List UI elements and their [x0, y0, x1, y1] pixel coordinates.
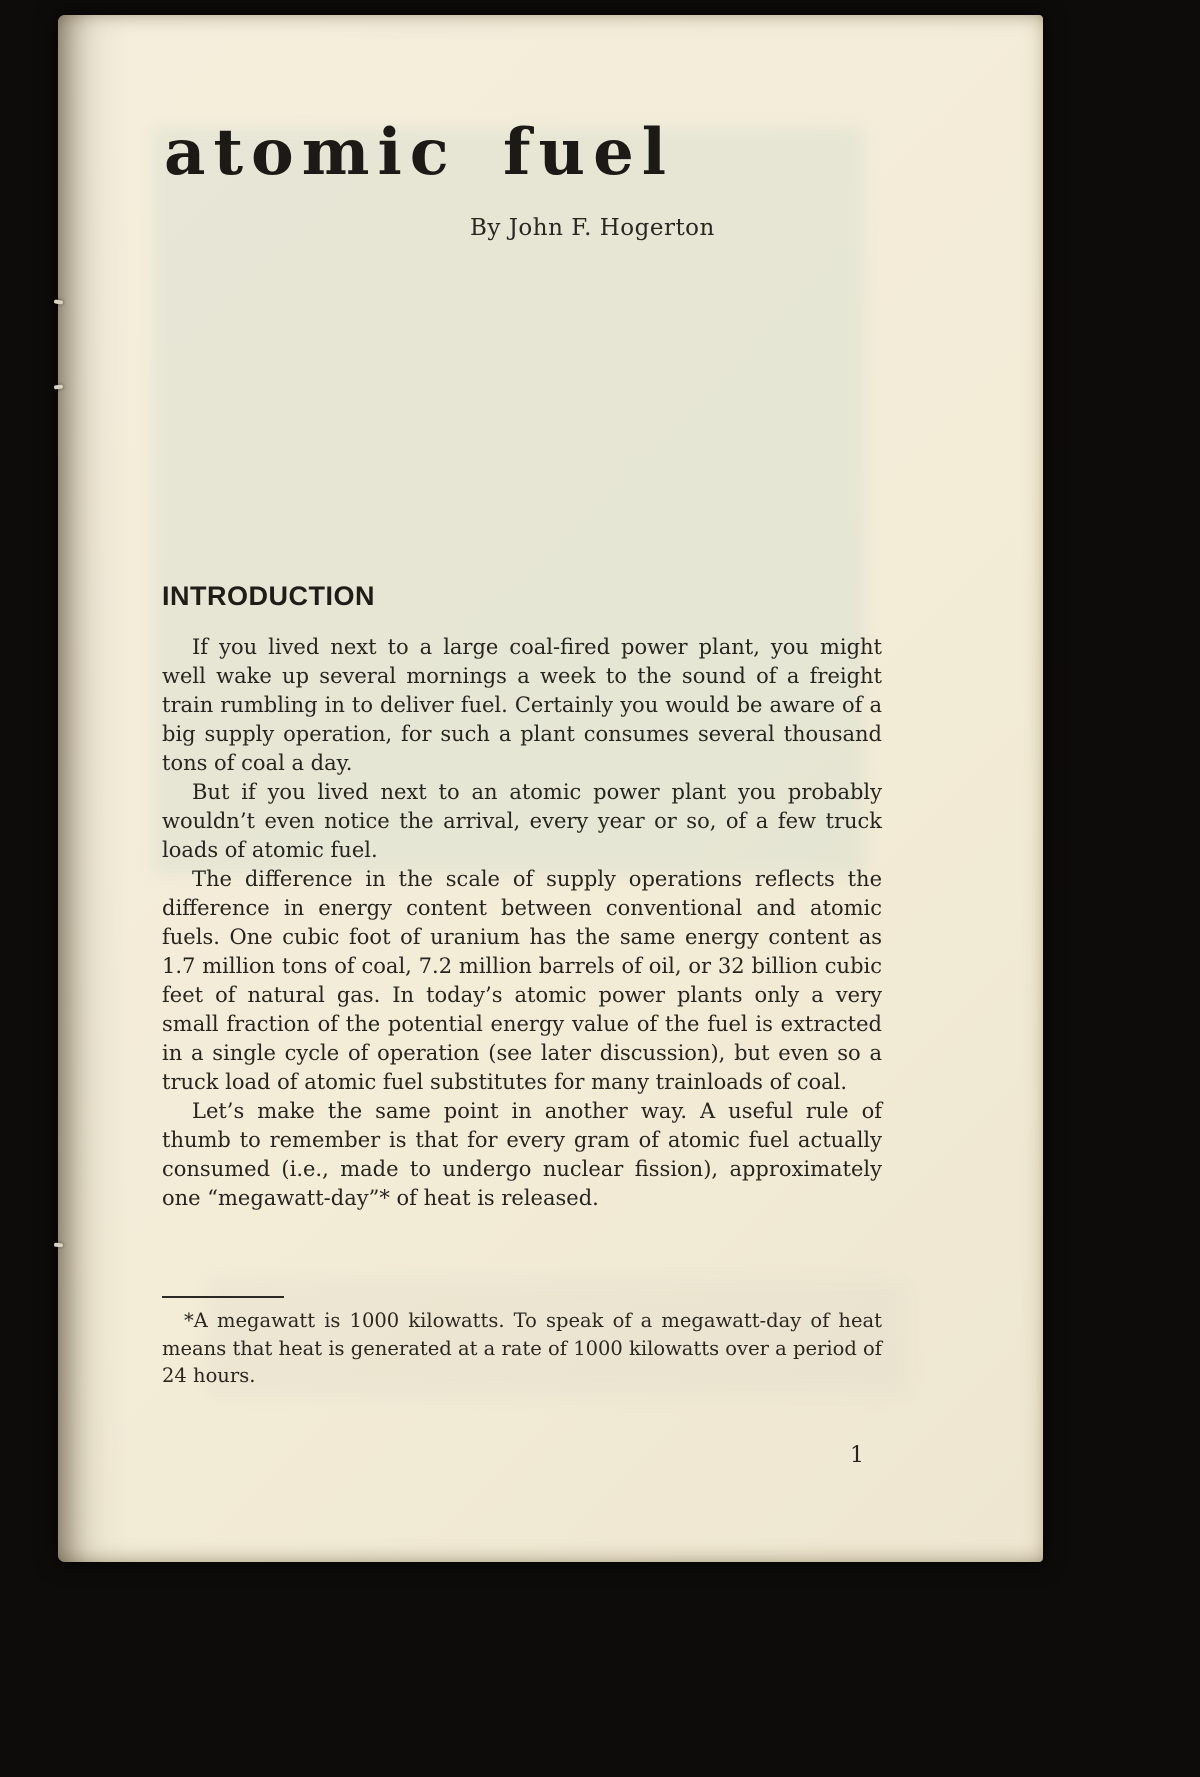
- binding-stitch-mark: [54, 385, 63, 390]
- binding-stitch-mark: [54, 1243, 63, 1248]
- section-heading: INTRODUCTION: [162, 581, 375, 611]
- page-number: 1: [850, 1443, 864, 1468]
- binding-stitch-mark: [54, 299, 63, 304]
- paragraph: If you lived next to a large coal-fired power plant, you might well wake up several mornings a week to the sound of a freight train rumbling in to deliver fuel. Certainly you would be aware of a big supply operation, for such a plant consumes several thousand tons of coal a day.: [162, 635, 882, 775]
- body-text: [162, 633, 882, 1213]
- paragraph: Let’s make the same point in another way. A useful rule of thumb to remember is that for every gram of atomic fuel actually consumed (i.e., made to undergo nuclear fission), approximately one “megawatt-day”* of heat is released.: [162, 1099, 882, 1210]
- byline: By John F. Hogerton: [470, 215, 715, 241]
- page-title: atomic fuel: [164, 115, 675, 190]
- footnote-rule: [162, 1296, 284, 1298]
- footnote: *A megawatt is 1000 kilowatts. To speak of a megawatt-day of heat means that heat is generated at a rate of 1000 kilowatts over a period of 24 hours.: [162, 1309, 882, 1387]
- paragraph: But if you lived next to an atomic power plant you probably wouldn’t even notice the arrival, every year or so, of a few truck loads of atomic fuel.: [162, 780, 882, 862]
- book-page: [58, 15, 1043, 1562]
- paragraph: The difference in the scale of supply operations reflects the difference in energy content between conventional and atomic fuels. One cubic foot of uranium has the same energy content as 1.7 million tons of coal, 7.2 million barrels of oil, or 32 billion cubic feet of natural gas. In today’s atomic power plants only a very small fraction of the potential energy value of the fuel is extracted in a single cycle of operation (see later discussion), but even so a truck load of atomic fuel substitutes for many trainloads of coal.: [162, 867, 882, 1094]
